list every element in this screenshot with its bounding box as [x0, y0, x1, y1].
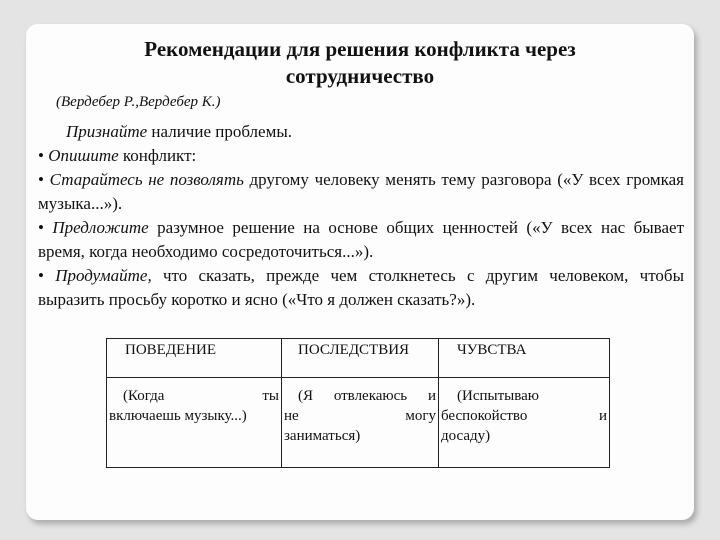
- header-behavior: ПОВЕДЕНИЕ: [125, 342, 217, 358]
- header-cell-consequences: [282, 339, 439, 378]
- cell-feelings: [439, 378, 610, 468]
- slide-title: [26, 36, 694, 90]
- recommendations: [38, 120, 684, 312]
- intro-em: Признайте: [66, 122, 148, 141]
- header-cell-behavior: [107, 339, 282, 378]
- title-line-1: Рекомендации для решения конфликта через: [144, 37, 576, 61]
- list-item: [38, 216, 684, 264]
- cell-line: не могу: [284, 408, 436, 424]
- title-line-2: сотрудничество: [285, 64, 435, 88]
- item-em: Старайтесь не позволять: [49, 170, 244, 189]
- table-row: [107, 378, 610, 468]
- cell-line: включаешь музыку...): [109, 408, 247, 424]
- header-cell-feelings: [439, 339, 610, 378]
- behavior-table: [106, 338, 610, 468]
- cell-line: (Испытываю: [457, 388, 539, 404]
- cell-line: (Когда ты: [123, 388, 279, 404]
- slide: [26, 24, 694, 520]
- header-feelings: ЧУВСТВА: [457, 342, 527, 358]
- item-rest: разумное решение на основе общих ценностей («У всех нас бывает время, когда необходимо сосредоточиться...»).: [38, 218, 684, 261]
- bullet: •: [38, 170, 44, 189]
- cell-line: досаду): [441, 428, 491, 444]
- table-header-row: [107, 339, 610, 378]
- item-rest: конфликт:: [118, 146, 197, 165]
- item-em: Опишите: [48, 146, 119, 165]
- bullet: •: [38, 266, 44, 285]
- list-item: [38, 168, 684, 216]
- intro-rest: наличие проблемы.: [147, 122, 293, 141]
- cell-line: заниматься): [284, 428, 361, 444]
- intro-line: [38, 120, 684, 144]
- authors: (Вердебер Р.,Вердебер К.): [56, 94, 221, 110]
- cell-line: (Я отвлекаюсь и: [298, 388, 436, 404]
- bullet: •: [38, 146, 44, 165]
- header-consequences: ПОСЛЕДСТВИЯ: [298, 342, 410, 358]
- item-rest: что сказать, прежде чем столкнетесь с другим человеком, чтобы выразить просьбу коротко и ясно («Что я должен сказать?»).: [38, 266, 684, 309]
- item-em: Продумайте,: [55, 266, 152, 285]
- list-item: [38, 144, 684, 168]
- cell-consequences: [282, 378, 439, 468]
- cell-line: беспокойство и: [441, 408, 607, 424]
- list-item: [38, 264, 684, 312]
- cell-behavior: [107, 378, 282, 468]
- item-em: Предложите: [52, 218, 149, 237]
- item-rest: другому человеку менять тему разговора («У всех громкая музыка...»).: [38, 170, 684, 213]
- bullet: •: [38, 218, 44, 237]
